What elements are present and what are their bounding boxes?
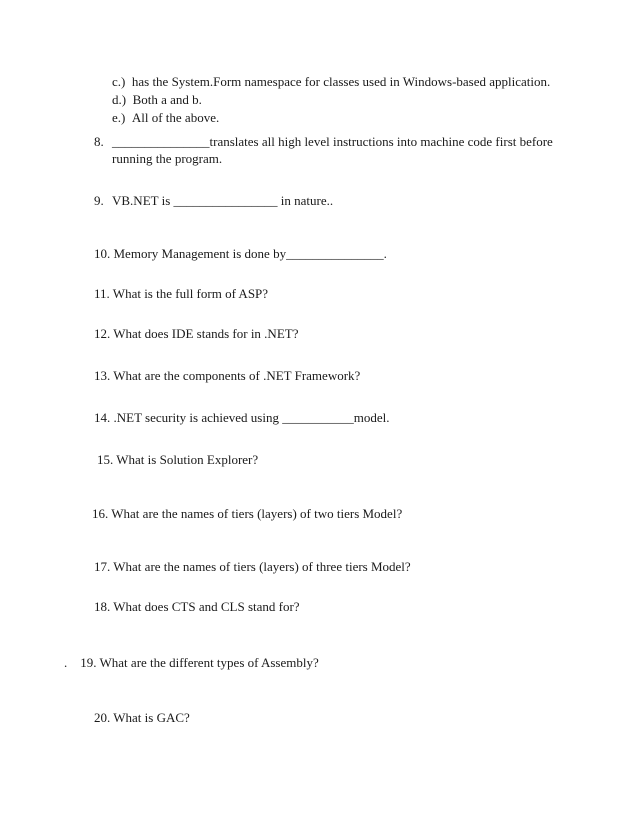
question-text: _______________translates all high level instructions into machine code first before [112, 134, 553, 149]
question-number: 10. [94, 246, 111, 261]
question-number: 19. [80, 655, 97, 670]
question-number: 14. [94, 410, 111, 425]
question-text: What are the different types of Assembly? [99, 655, 319, 670]
question-text: What are the names of tiers (layers) of two tiers Model? [111, 506, 403, 521]
question-16 [92, 506, 402, 522]
question-text: What is GAC? [113, 710, 190, 725]
question-20 [94, 710, 190, 726]
question-number: 15. [97, 452, 114, 467]
question-number: 8. [94, 134, 104, 149]
question-text: What are the components of .NET Framework? [113, 368, 361, 383]
question-18 [94, 599, 300, 615]
question-text: What does CTS and CLS stand for? [113, 599, 300, 614]
question-8 [94, 134, 553, 150]
question-17 [94, 559, 411, 575]
option-d [112, 92, 202, 108]
option-text: Both a and b. [132, 92, 202, 107]
question-text: Memory Management is done by_______________. [113, 246, 387, 261]
question-text: What does IDE stands for in .NET? [113, 326, 299, 341]
question-number: 9. [94, 193, 104, 208]
question-number: 13. [94, 368, 111, 383]
question-number: 12. [94, 326, 111, 341]
option-label: e.) [112, 110, 126, 125]
stray-dot: . [64, 655, 68, 670]
question-number: 11. [94, 286, 110, 301]
question-text: .NET security is achieved using ___________model. [113, 410, 390, 425]
question-19 [64, 655, 319, 671]
question-number: 17. [94, 559, 111, 574]
question-15 [97, 452, 258, 468]
option-label: d.) [112, 92, 127, 107]
option-label: c.) [112, 74, 126, 89]
option-text: has the System.Form namespace for classes used in Windows-based application. [131, 74, 551, 89]
question-text: What are the names of tiers (layers) of three tiers Model? [113, 559, 411, 574]
question-13 [94, 368, 360, 384]
option-text: All of the above. [131, 110, 220, 125]
option-c [112, 74, 550, 90]
question-number: 20. [94, 710, 111, 725]
question-text: VB.NET is ________________ in nature.. [112, 193, 334, 208]
question-11 [94, 286, 268, 302]
question-12 [94, 326, 298, 342]
option-e [112, 110, 219, 126]
question-number: 16. [92, 506, 109, 521]
question-number: 18. [94, 599, 111, 614]
question-8-continuation [112, 151, 222, 167]
question-10 [94, 246, 387, 262]
question-9 [94, 193, 333, 209]
question-text-cont: running the program. [112, 151, 223, 166]
question-14 [94, 410, 389, 426]
question-text: What is the full form of ASP? [112, 286, 269, 301]
question-text: What is Solution Explorer? [116, 452, 259, 467]
